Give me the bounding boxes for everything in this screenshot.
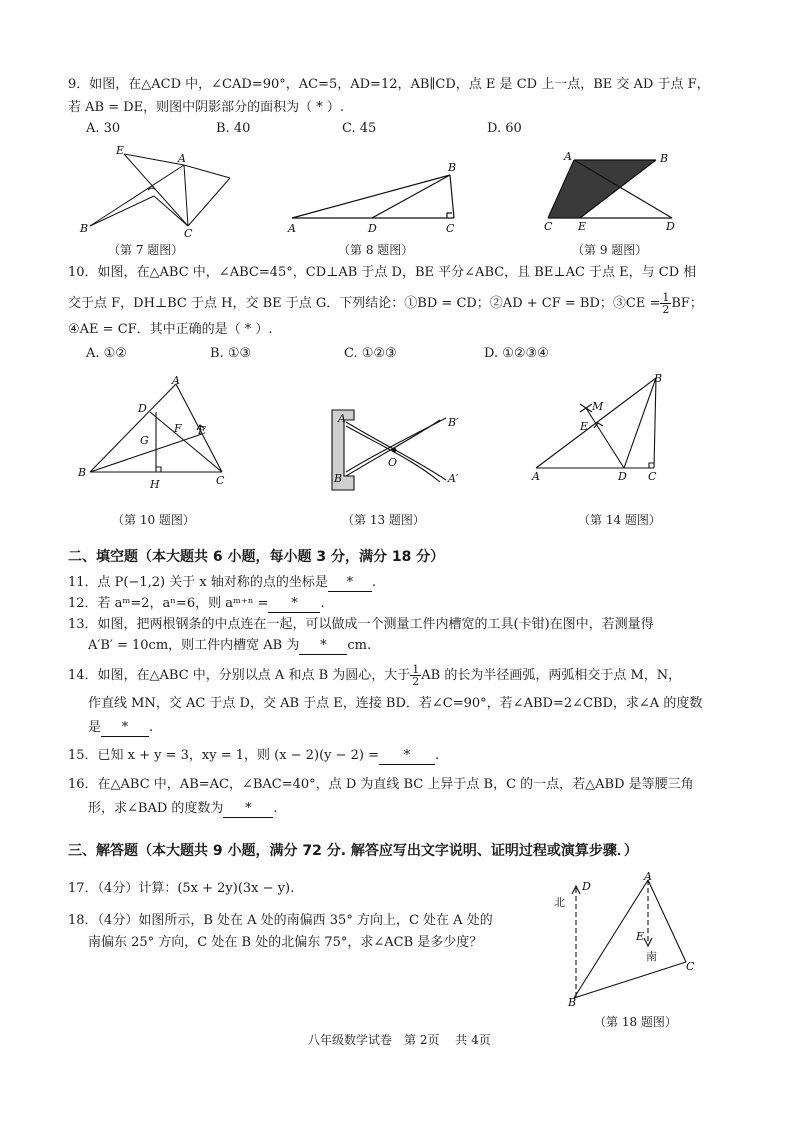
q12-end: . xyxy=(320,596,325,611)
q9-option-c: C. 45 xyxy=(342,121,377,136)
fig14-label-d: D xyxy=(618,470,627,483)
q12-blank: * xyxy=(268,596,320,613)
fig14-caption: （第 14 题图） xyxy=(578,513,661,527)
fig13-label-b-prime: B′ xyxy=(448,416,459,429)
section3-title: 三、解答题（本大题共 9 小题，满分 72 分. 解答应写出文字说明、证明过程或演算步骤．） xyxy=(68,843,638,859)
fig10-label-e: E xyxy=(198,424,207,437)
fig10-label-f: F xyxy=(174,422,182,435)
fig7-label-a: A xyxy=(178,152,186,165)
q15-end: . xyxy=(435,748,440,763)
q16-line2-end: . xyxy=(273,801,278,816)
q18-line2: 南偏东 25° 方向，C 处在 B 处的北偏东 75°，求∠ACB 是多少度？ xyxy=(88,935,483,950)
fig10-label-h: H xyxy=(150,478,160,491)
q18-line1: 18．（4分）如图所示，B 处在 A 处的南偏西 35° 方向上，C 处在 A 处的 xyxy=(68,913,493,928)
fig9-label-c: C xyxy=(544,220,553,233)
fig10-label-b: B xyxy=(78,466,87,479)
figure-8 xyxy=(284,158,464,238)
fig7-label-c: C xyxy=(184,227,193,240)
q9-option-d: D. 60 xyxy=(487,121,522,136)
fig7-label-b: B xyxy=(80,222,89,235)
q10-line2-start: 交于点 F，DH⊥BC 于点 H，交 BE 于点 G．下列结论：①BD = CD；②AD + CF = BD；③CE = xyxy=(68,296,661,311)
q13-line1: 13．如图，把两根钢条的中点连在一起，可以做成一个测量工件内槽宽的工具(卡钳)在图中，若测量得 xyxy=(68,617,654,632)
q14-line1 xyxy=(68,664,681,687)
q10-option-b: B. ①③ xyxy=(210,346,252,361)
q10-option-c: C. ①②③ xyxy=(344,346,397,361)
q10-line1: 10．如图，在△ABC 中，∠ABC=45°，CD⊥AB 于点 D，BE 平分∠ABC，且 BE⊥AC 于点 E，与 CD 相 xyxy=(68,265,697,280)
q16-line2 xyxy=(88,801,278,818)
q16-line1: 16．在△ABC 中，AB=AC，∠BAC=40°，点 D 为直线 BC 上异于点 B，C 的一点，若△ABD 是等腰三角 xyxy=(68,777,694,792)
fig10-caption: （第 10 题图） xyxy=(112,513,195,527)
fig13-label-o: O xyxy=(388,456,398,469)
q14-frac-den: 2 xyxy=(412,675,420,688)
fig9-label-e: E xyxy=(578,220,587,233)
q14-frac-num: 1 xyxy=(412,663,420,676)
q14-blank: * xyxy=(101,720,149,737)
q9-line1: 9．如图，在△ACD 中，∠CAD=90°，AC=5，AD=12，AB∥CD，点 E 是 CD 上一点，BE 交 AD 于点 F， xyxy=(68,77,710,92)
fig8-label-b: B xyxy=(448,161,457,174)
fig9-caption: （第 9 题图） xyxy=(572,243,648,257)
figure-14 xyxy=(528,368,678,488)
fig8-label-c: C xyxy=(446,222,455,235)
figure-10 xyxy=(76,372,236,500)
fig8-caption: （第 8 题图） xyxy=(338,243,414,257)
q10-frac-num: 1 xyxy=(662,291,670,304)
q12 xyxy=(68,596,325,613)
fig7-caption: （第 7 题图） xyxy=(108,243,184,257)
q10-option-d: D. ①②③④ xyxy=(484,346,549,361)
q13-line2-start: A′B′ = 10cm，则工件内槽宽 AB 为 xyxy=(88,638,300,653)
q14-line3 xyxy=(88,720,153,737)
page-footer: 八年级数学试卷 第 2页 共 4页 xyxy=(308,1033,491,1047)
south-label: 南 xyxy=(646,950,657,963)
fig14-label-c: C xyxy=(648,470,657,483)
section2-title: 二、填空题（本大题共 6 小题，每小题 3 分，满分 18 分） xyxy=(68,549,445,565)
fig13-label-b: B xyxy=(334,472,343,485)
q10-line3: ④AE = CF．其中正确的是（ * ）. xyxy=(68,322,273,337)
q10-line2 xyxy=(68,292,703,315)
q11-end: . xyxy=(371,575,377,590)
fig13-label-a: A xyxy=(338,412,346,425)
q14-line1-end: AB 的长为半径画弧，两弧相交于点 M，N， xyxy=(421,668,682,683)
q14-line3-start: 是 xyxy=(88,720,102,735)
q14-line2: 作直线 MN，交 AC 于点 D，交 AB 于点 E，连接 BD．若∠C=90°，若∠ABD=2∠CBD，求∠A 的度数 xyxy=(88,696,703,711)
fig18-caption: （第 18 题图） xyxy=(594,1015,677,1029)
fig10-label-d: D xyxy=(138,402,147,415)
fig8-label-a: A xyxy=(288,222,296,235)
q14-fraction xyxy=(410,664,421,687)
fig14-label-a: A xyxy=(532,470,540,483)
q14-line3-end: . xyxy=(149,720,154,735)
q17-text: 17．（4分）计算：(5x + 2y)(3x − y). xyxy=(68,881,295,896)
figure-18 xyxy=(548,872,708,1012)
north-label: 北 xyxy=(554,896,565,909)
q15-text: 15．已知 x + y = 3，xy = 1，则 (x − 2)(y − 2) = xyxy=(68,748,380,763)
fig18-label-e: E xyxy=(636,930,645,943)
q14-line1-start: 14．如图，在△ABC 中，分别以点 A 和点 B 为圆心，大于 xyxy=(68,668,411,683)
fig10-label-a: A xyxy=(172,374,180,387)
fig14-label-b: B xyxy=(654,372,663,385)
fig9-label-d: D xyxy=(666,220,675,233)
fig18-label-d: D xyxy=(582,880,591,893)
q13-blank: * xyxy=(299,638,347,655)
fig9-label-a: A xyxy=(564,150,572,163)
fig18-label-b: B xyxy=(568,996,577,1009)
figure-9 xyxy=(538,150,688,240)
q12-text: 12．若 aᵐ=2，aⁿ=6，则 aᵐ⁺ⁿ = xyxy=(68,596,269,611)
q16-line2-start: 形，求∠BAD 的度数为 xyxy=(88,801,224,816)
q13-line2-end: cm. xyxy=(347,638,372,653)
q10-option-a: A. ①② xyxy=(86,346,127,361)
q16-blank: * xyxy=(223,801,273,818)
q9-option-b: B. 40 xyxy=(216,121,251,136)
fig7-label-e: E xyxy=(116,144,125,157)
fig18-label-c: C xyxy=(686,960,695,973)
fig13-label-a-prime: A′ xyxy=(448,472,459,485)
fig9-label-b: B xyxy=(660,152,669,165)
figure-7 xyxy=(76,140,246,240)
figure-13 xyxy=(326,406,468,500)
q10-frac-den: 2 xyxy=(662,303,670,316)
q11 xyxy=(68,575,376,592)
q11-text: 11．点 P(−1,2) 关于 x 轴对称的点的坐标是 xyxy=(68,575,328,590)
fig14-label-e: E xyxy=(580,420,589,433)
q15-blank: * xyxy=(379,748,435,765)
fig10-label-c: C xyxy=(216,474,225,487)
q11-blank: * xyxy=(328,575,372,592)
fig18-label-a: A xyxy=(644,872,652,883)
q15 xyxy=(68,748,439,765)
fig8-label-d: D xyxy=(368,222,377,235)
q9-line2: 若 AB = DE，则图中阴影部分的面积为（ * ）. xyxy=(68,100,345,115)
fig14-label-m: M xyxy=(592,400,604,413)
q9-option-a: A. 30 xyxy=(86,121,121,136)
q10-fraction xyxy=(660,292,671,315)
fig13-caption: （第 13 题图） xyxy=(342,513,425,527)
fig10-label-g: G xyxy=(140,434,149,447)
q13-line2 xyxy=(88,638,371,655)
q10-line2-end: BF； xyxy=(671,296,703,311)
